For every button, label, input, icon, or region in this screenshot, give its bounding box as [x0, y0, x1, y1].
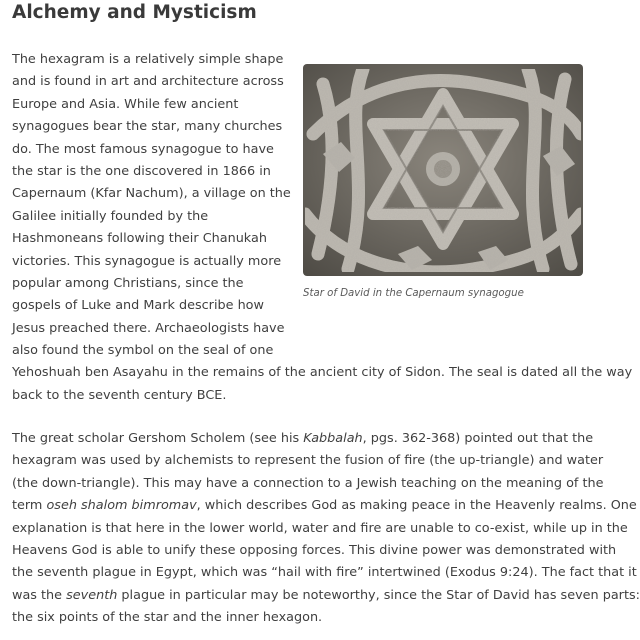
text-run: popular among Christians, since the	[12, 275, 244, 291]
text-run: the six points of the star and the inner hexagon.	[12, 610, 323, 626]
paragraph-2	[12, 428, 640, 630]
text-run: Yehoshuah ben Asayahu in the remains of the ancient city of Sidon. The seal is dated all the way	[12, 365, 633, 381]
text-line	[12, 585, 640, 607]
text-line	[12, 385, 612, 407]
text-run: synagogues bear the star, many churches	[12, 119, 283, 135]
text-run: back to the seventh century BCE.	[12, 387, 227, 403]
text-run: Capernaum (Kfar Nachum), a village on the	[12, 186, 291, 202]
text-run: plague in particular may be noteworthy, since the Star of David has seven parts:	[117, 587, 640, 603]
text-line	[12, 540, 617, 562]
text-run: do. The most famous synagogue to have	[12, 141, 274, 157]
text-line	[12, 562, 637, 584]
text-line	[12, 495, 637, 517]
text-line	[12, 518, 628, 540]
text-run: Heavens God is able to unify these opposing forces. This divine power was demonstrated with	[12, 542, 617, 558]
text-run: The great scholar Gershom Scholem (see his	[12, 431, 304, 446]
text-run: Hashmoneans following their Chanukah	[12, 231, 267, 247]
text-line	[12, 473, 612, 495]
text-line	[12, 428, 612, 450]
text-run: the seventh plague in Egypt, which was “hail with fire” intertwined (Exodus 9:24). The fact that it	[12, 565, 637, 581]
text-line	[12, 340, 612, 362]
text-run: also found the symbol on the seal of one	[12, 343, 274, 359]
article-heading: Alchemy and Mysticism	[12, 2, 257, 23]
italic-text-run: seventh	[66, 587, 118, 603]
text-run: (the down-triangle). This may have a connection to a Jewish teaching on the meaning of the	[12, 475, 604, 491]
text-run: was the	[12, 587, 67, 603]
text-line	[12, 450, 612, 472]
text-run: hexagram was used by alchemists to represent the fusion of fire (the up-triangle) and water	[12, 453, 604, 469]
text-run: victories. This synagogue is actually more	[12, 253, 282, 269]
text-run: explanation is that here in the lower world, water and fire are unable to co-exist, while up in the	[12, 520, 628, 536]
figure	[303, 64, 583, 299]
italic-text-run: oseh shalom bimromav	[46, 498, 197, 514]
text-line	[12, 318, 612, 340]
text-line	[12, 607, 612, 629]
italic-text-run: Kabbalah	[303, 431, 363, 446]
figure-caption: Star of David in the Capernaum synagogue	[303, 288, 524, 299]
text-run: the star is the one discovered in 1866 in	[12, 163, 271, 179]
text-run: Galilee initially founded by the	[12, 208, 209, 224]
text-run: The hexagram is a relatively simple shape	[12, 52, 284, 67]
text-run: , pgs. 362-368) pointed out that the	[362, 431, 594, 446]
text-run: term	[12, 498, 47, 514]
text-line	[12, 362, 633, 384]
text-run: gospels of Luke and Mark describe how	[12, 298, 264, 314]
text-run: and is found in art and architecture across	[12, 74, 284, 90]
text-run: Jesus preached there. Archaeologists have	[12, 320, 285, 336]
text-run: , which describes God as making peace in the Heavenly realms. One	[196, 498, 637, 514]
star-of-david-carving-image	[303, 64, 583, 276]
text-run: Europe and Asia. While few ancient	[12, 96, 239, 112]
